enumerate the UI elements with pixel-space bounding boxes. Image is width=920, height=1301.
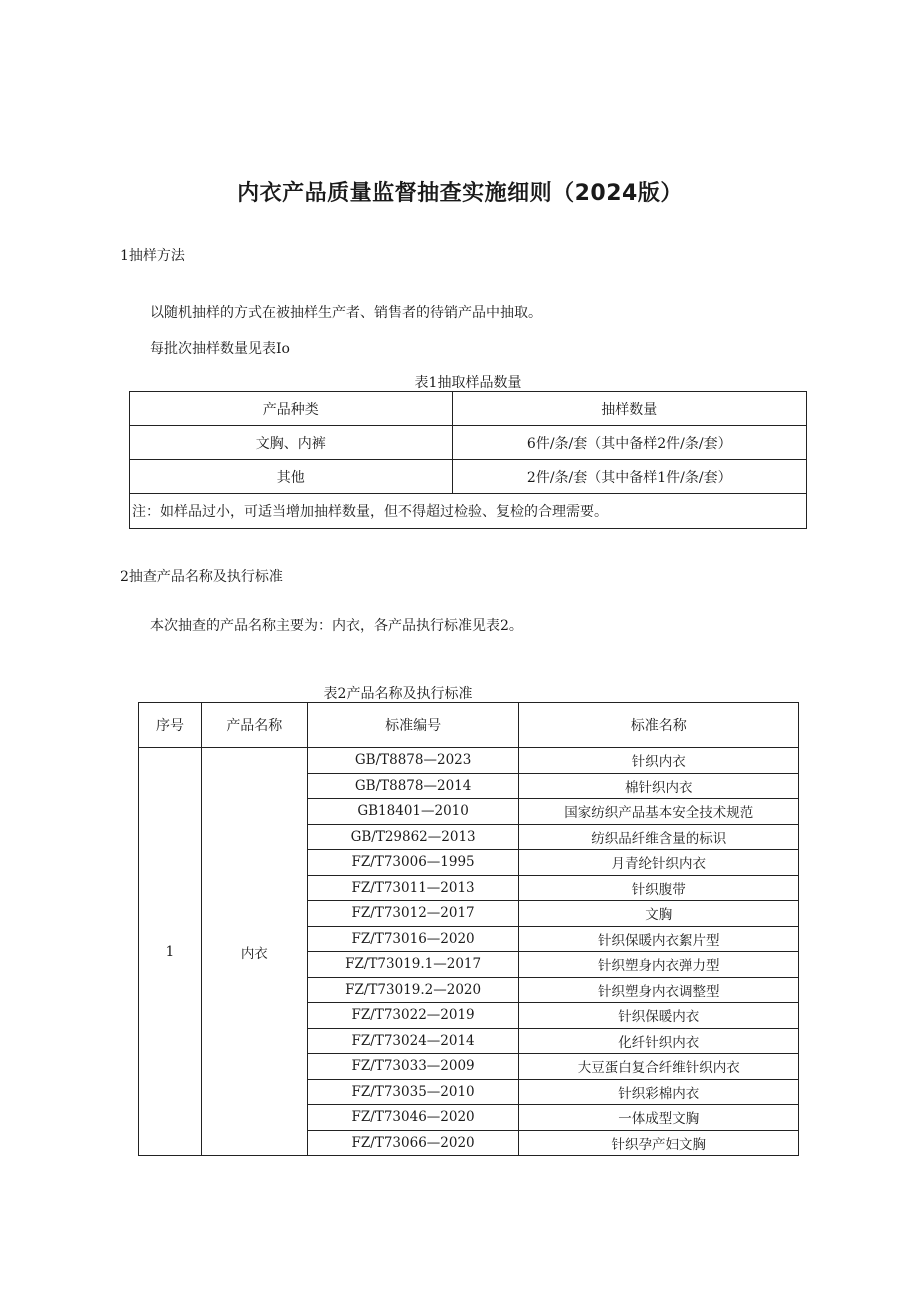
sample-quantity-cell: 2件/条/套（其中备样1件/条/套） bbox=[452, 460, 806, 494]
standards-table bbox=[138, 702, 799, 1156]
standard-name-cell: 针织塑身内衣调整型 bbox=[519, 977, 799, 1003]
header-seq: 序号 bbox=[139, 703, 202, 748]
section-2-heading: 2抽查产品名称及执行标准 bbox=[120, 569, 283, 585]
section-1-heading: 1抽样方法 bbox=[120, 248, 185, 264]
standard-code-cell: FZ/T73035—2010 bbox=[307, 1079, 519, 1105]
standard-code-cell: FZ/T73019.1—2017 bbox=[307, 952, 519, 978]
standard-name-cell: 针织保暖内衣絮片型 bbox=[519, 926, 799, 952]
standard-name-cell: 针织内衣 bbox=[519, 748, 799, 774]
product-name-cell: 内衣 bbox=[201, 748, 307, 1156]
standard-name-cell: 大豆蛋白复合纤维针织内衣 bbox=[519, 1054, 799, 1080]
seq-cell: 1 bbox=[139, 748, 202, 1156]
standard-code-cell: FZ/T73019.2—2020 bbox=[307, 977, 519, 1003]
standard-name-cell: 针织彩棉内衣 bbox=[519, 1079, 799, 1105]
table-note: 注：如样品过小，可适当增加抽样数量，但不得超过检验、复检的合理需要。 bbox=[130, 494, 807, 529]
standard-code-cell: GB/T8878—2023 bbox=[307, 748, 519, 774]
standard-code-cell: FZ/T73006—1995 bbox=[307, 850, 519, 876]
standard-name-cell: 棉针织内衣 bbox=[519, 773, 799, 799]
standard-code-cell: FZ/T73011—2013 bbox=[307, 875, 519, 901]
header-product-name: 产品名称 bbox=[201, 703, 307, 748]
standard-code-cell: FZ/T73066—2020 bbox=[307, 1130, 519, 1156]
standard-name-cell: 月青纶针织内衣 bbox=[519, 850, 799, 876]
standard-name-cell: 针织腹带 bbox=[519, 875, 799, 901]
standard-code-cell: FZ/T73022—2019 bbox=[307, 1003, 519, 1029]
standard-name-cell: 针织孕产妇文胸 bbox=[519, 1130, 799, 1156]
standard-name-cell: 针织保暖内衣 bbox=[519, 1003, 799, 1029]
standard-code-cell: FZ/T73033—2009 bbox=[307, 1054, 519, 1080]
sampling-quantity-table bbox=[129, 391, 807, 529]
standard-name-cell: 国家纺织产品基本安全技术规范 bbox=[519, 799, 799, 825]
header-standard-name: 标准名称 bbox=[519, 703, 799, 748]
standard-code-cell: FZ/T73016—2020 bbox=[307, 926, 519, 952]
standard-name-cell: 一体成型文胸 bbox=[519, 1105, 799, 1131]
standard-code-cell: FZ/T73024—2014 bbox=[307, 1028, 519, 1054]
section-1-paragraph: 以随机抽样的方式在被抽样生产者、销售者的待销产品中抽取。 bbox=[150, 305, 542, 321]
table-row bbox=[130, 460, 807, 494]
sample-quantity-cell: 6件/条/套（其中备样2件/条/套） bbox=[452, 426, 806, 460]
header-product-type: 产品种类 bbox=[130, 392, 453, 426]
standard-name-cell: 纺织品纤维含量的标识 bbox=[519, 824, 799, 850]
table-header-row bbox=[139, 703, 799, 748]
table-2-caption: 表2产品名称及执行标准 bbox=[323, 686, 473, 702]
table-note-row bbox=[130, 494, 807, 529]
standard-code-cell: FZ/T73046—2020 bbox=[307, 1105, 519, 1131]
header-standard-code: 标准编号 bbox=[307, 703, 519, 748]
standard-code-cell: GB/T29862—2013 bbox=[307, 824, 519, 850]
section-1-table-reference: 每批次抽样数量见表Io bbox=[150, 341, 290, 357]
header-sample-quantity: 抽样数量 bbox=[452, 392, 806, 426]
product-type-cell: 文胸、内裤 bbox=[130, 426, 453, 460]
section-2-paragraph: 本次抽查的产品名称主要为：内衣，各产品执行标准见表2。 bbox=[150, 618, 523, 634]
table-1-caption: 表1抽取样品数量 bbox=[414, 375, 522, 391]
standard-code-cell: GB18401—2010 bbox=[307, 799, 519, 825]
table-row bbox=[130, 426, 807, 460]
standard-code-cell: FZ/T73012—2017 bbox=[307, 901, 519, 927]
standard-name-cell: 针织塑身内衣弹力型 bbox=[519, 952, 799, 978]
standard-name-cell: 文胸 bbox=[519, 901, 799, 927]
table-row bbox=[139, 748, 799, 774]
standard-name-cell: 化纤针织内衣 bbox=[519, 1028, 799, 1054]
page-title: 内衣产品质量监督抽查实施细则（2024版） bbox=[237, 181, 683, 206]
standard-code-cell: GB/T8878—2014 bbox=[307, 773, 519, 799]
table-header-row bbox=[130, 392, 807, 426]
product-type-cell: 其他 bbox=[130, 460, 453, 494]
